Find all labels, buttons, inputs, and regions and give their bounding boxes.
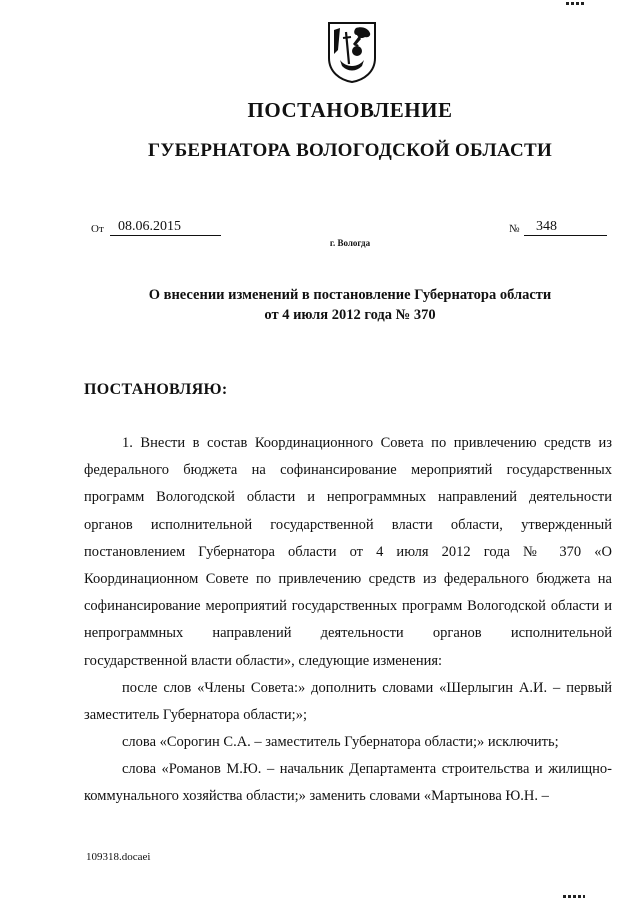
decree-heading: ПОСТАНОВЛЯЮ:: [84, 381, 228, 398]
paragraph-3: слова «Сорогин С.А. – заместитель Губернатора области;» исключить;: [122, 734, 559, 750]
paragraph-4: слова «Романов М.Ю. – начальник Департамента строительства и жилищно-коммунального хозяйства области;» заменить словами «Мартынова Ю.Н. –: [84, 761, 612, 805]
scan-mark-top: [566, 2, 584, 5]
scan-mark-bottom: [563, 895, 585, 898]
date-prefix: От: [91, 223, 104, 235]
document-number: 348: [524, 219, 607, 236]
number-prefix: №: [509, 223, 520, 235]
document-date: 08.06.2015: [110, 219, 221, 236]
paragraph-1: 1. Внести в состав Координационного Совета по привлечению средств из федерального бюджета на софинансирование мероприятий государственных программ Вологодской области и непрограммных направлений деятельности органов исполнительной государственной власти области, утвержденный постановлением Губернатора области от 4 июля 2012 года № 370 «О Координационном Совете по привлечению средств из федерального бюджета на софинансирование мероприятий государственных программ Вологодской области и непрограммных направлений деятельности органов исполнительной государственной власти области», следующие изменения:: [84, 435, 612, 669]
coat-of-arms-icon: [326, 20, 378, 84]
subject-line-2: от 4 июля 2012 года № 370: [264, 307, 436, 323]
subject-line-1: О внесении изменений в постановление Губернатора области: [148, 287, 552, 303]
paragraph-2: после слов «Члены Совета:» дополнить словами «Шерлыгин А.И. – первый заместитель Губернатора области;»;: [84, 680, 612, 724]
document-title: ПОСТАНОВЛЕНИЕ: [247, 98, 453, 122]
city: г. Вологда: [329, 238, 371, 248]
document-subject: [0, 285, 640, 325]
issuer-title: ГУБЕРНАТОРА ВОЛОГОДСКОЙ ОБЛАСТИ: [147, 140, 553, 161]
file-name: 109318.docaei: [86, 851, 151, 863]
